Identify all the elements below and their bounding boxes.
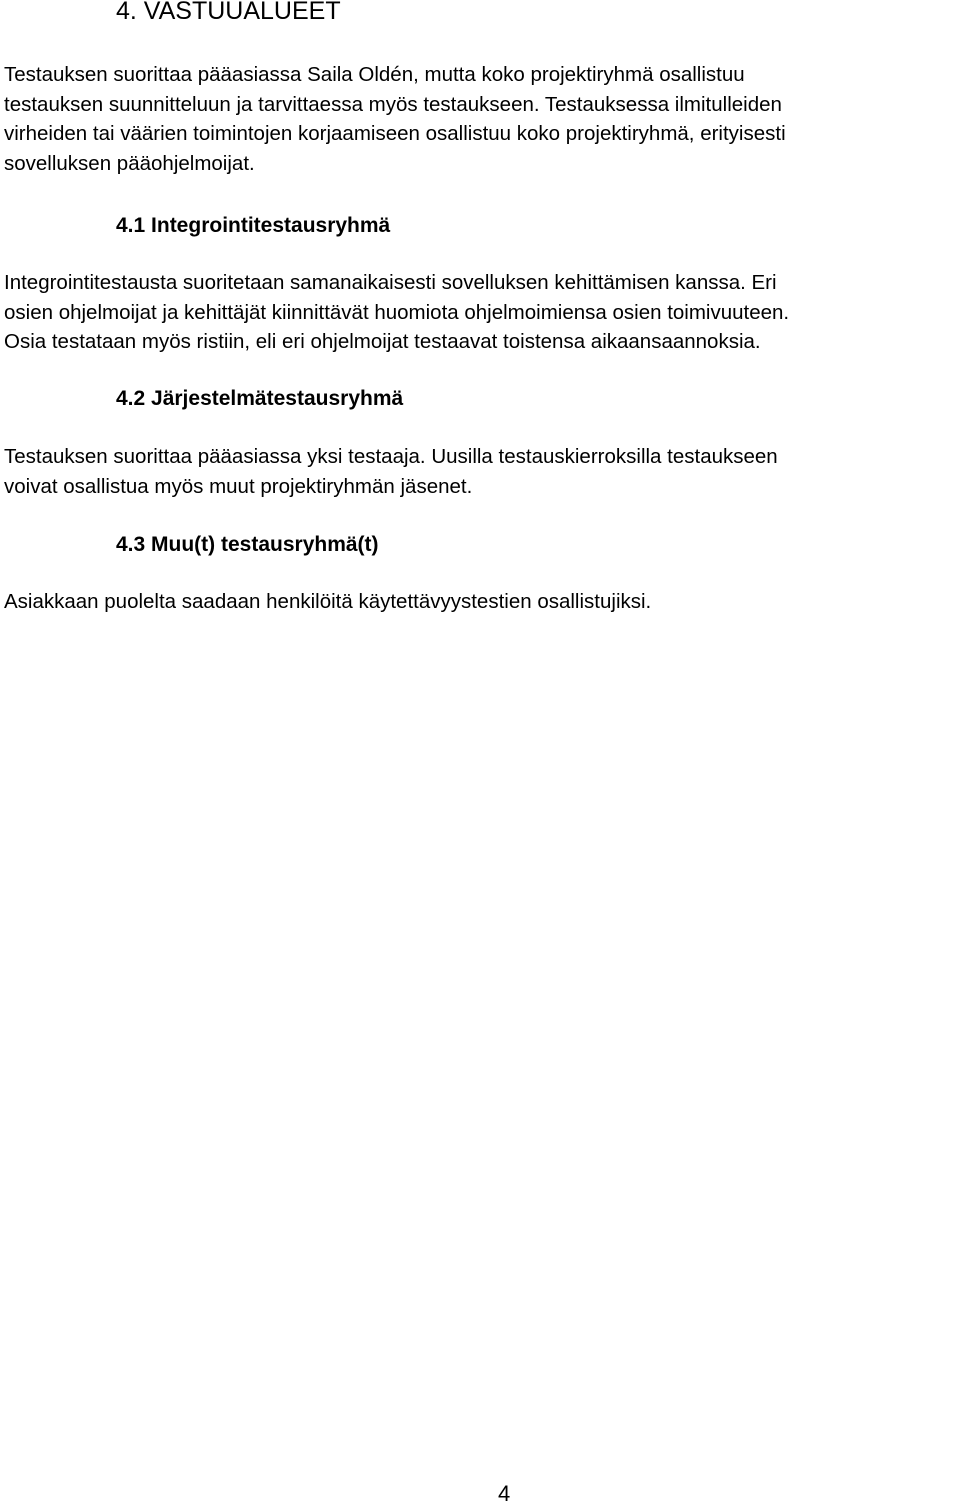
chapter-title: 4. VASTUUALUEET bbox=[116, 0, 341, 25]
intro-paragraph bbox=[4, 60, 786, 178]
section-4-2-paragraph bbox=[4, 442, 778, 501]
paragraph-line: Integrointitestausta suoritetaan samanaikaisesti sovelluksen kehittämisen kanssa. Eri bbox=[4, 271, 777, 294]
paragraph-line: Osia testataan myös ristiin, eli eri ohjelmoijat testaavat toistensa aikaansaannoksia. bbox=[4, 330, 761, 353]
paragraph-line: Testauksen suorittaa pääasiassa Saila Oldén, mutta koko projektiryhmä osallistuu bbox=[4, 63, 745, 86]
section-heading-4-1: 4.1 Integrointitestausryhmä bbox=[116, 214, 391, 237]
paragraph-line: sovelluksen pääohjelmoijat. bbox=[4, 151, 255, 175]
paragraph-line: testauksen suunnitteluun ja tarvittaessa myös testaukseen. Testauksessa ilmitulleiden bbox=[4, 92, 782, 116]
paragraph-line: Asiakkaan puolelta saadaan henkilöitä käytettävyystestien osallistujiksi. bbox=[4, 590, 652, 613]
paragraph-line: Testauksen suorittaa pääasiassa yksi testaaja. Uusilla testauskierroksilla testaukseen bbox=[4, 445, 778, 468]
section-4-3-paragraph bbox=[4, 587, 651, 617]
section-heading-4-3: 4.3 Muu(t) testausryhmä(t) bbox=[116, 533, 379, 556]
page-number: 4 bbox=[498, 1481, 511, 1506]
section-4-1-paragraph bbox=[4, 268, 789, 357]
paragraph-line: voivat osallistua myös muut projektiryhmän jäsenet. bbox=[4, 474, 473, 498]
paragraph-line: virheiden tai väärien toimintojen korjaamiseen osallistuu koko projektiryhmä, erityisesti bbox=[4, 122, 786, 145]
paragraph-line: osien ohjelmoijat ja kehittäjät kiinnittävät huomiota ohjelmoimiensa osien toimivuuteen. bbox=[4, 300, 790, 324]
section-heading-4-2: 4.2 Järjestelmätestausryhmä bbox=[116, 387, 404, 410]
